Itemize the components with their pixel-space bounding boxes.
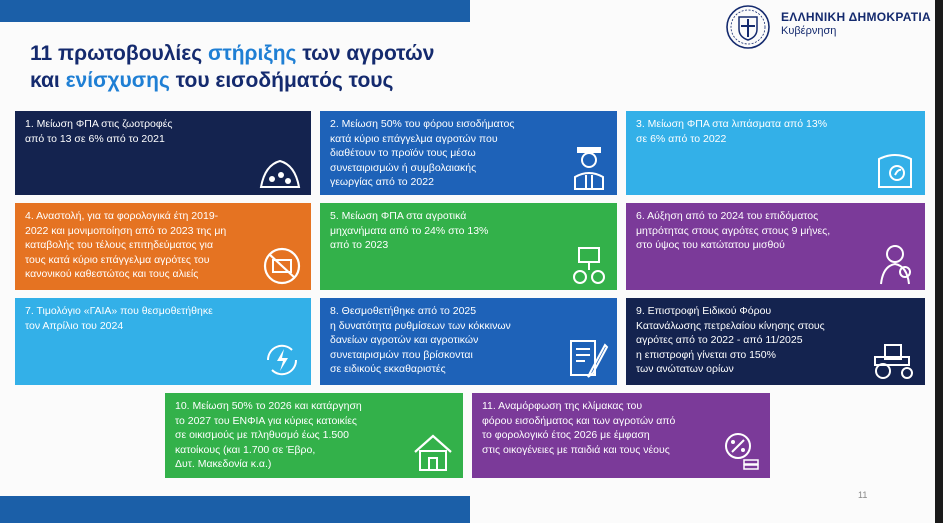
initiative-text-3: 3. Μείωση ΦΠΑ στα λιπάσματα από 13% σε 6% από το 2022 <box>636 118 828 145</box>
top-accent-bar <box>0 0 470 22</box>
title-highlight-1: στήριξης <box>207 42 297 65</box>
initiative-card-6 <box>626 203 925 290</box>
tractor-icon <box>871 341 917 381</box>
initiative-card-2 <box>320 111 617 195</box>
machinery-icon <box>569 244 609 286</box>
document-sign-icon <box>567 337 609 381</box>
initiative-text-9: 9. Επιστροφή Ειδικού Φόρου Κατανάλωσης πετρελαίου κίνησης στους αγρότες από το 2022 - από 11/2025 η επιστροφή γίνεται στο 150% των ανώτατων ορίων <box>636 305 825 375</box>
initiative-card-8 <box>320 298 617 385</box>
mother-icon <box>877 242 917 286</box>
initiative-text-5: 5. Μείωση ΦΠΑ στα αγροτικά μηχανήματα από το 24% στο 13% από το 2023 <box>330 210 489 251</box>
initiative-card-3 <box>626 111 925 195</box>
title-part-2: των αγροτών <box>296 42 435 65</box>
screen-edge <box>935 0 943 523</box>
initiative-text-8: 8. Θεσμοθετήθηκε από το 2025 η δυνατότητα ρυθμίσεων των κόκκινων δανείων αγροτών και αγροτικών συνεταιρισμών που βρίσκονται σε ειδικούς εκκαθαριστές <box>330 305 511 375</box>
house-icon <box>411 432 455 474</box>
tax-percent-icon <box>720 430 762 474</box>
initiative-text-11: 11. Αναμόρφωση της κλίμακας του φόρου εισοδήματος και των αγροτών από το φορολογικό έτος 2026 με έμφαση στις οικογένειες με παιδιά και τους νέους <box>482 400 676 456</box>
initiative-card-7 <box>15 298 311 385</box>
title-part-3: και <box>30 69 66 92</box>
government-name: ΕΛΛΗΝΙΚΗ ΔΗΜΟΚΡΑΤΙΑ <box>781 10 931 24</box>
initiative-text-10: 10. Μείωση 50% το 2026 και κατάργηση το 2027 του ΕΝΦΙΑ για κύριες κατοικίες σε οικισμούς με πληθυσμό έως 1.500 κατοίκους (και 1.700 σε Έβρο, Δυτ. Μακεδονία κ.α.) <box>175 400 362 470</box>
fertilizer-bag-icon <box>873 149 917 191</box>
energy-icon <box>261 339 303 381</box>
page-number: 11 <box>858 490 868 500</box>
animal-feed-icon <box>257 153 303 191</box>
greek-emblem-icon <box>725 4 771 50</box>
initiative-text-1: 1. Μείωση ΦΠΑ στις ζωοτροφές από το 13 σε 6% από το 2021 <box>25 118 173 145</box>
farmer-icon <box>569 145 609 191</box>
initiative-text-6: 6. Αύξηση από το 2024 του επιδόματος μητρότητας στους αγρότες στους 9 μήνες, στο ύψος του κατώτατου μισθού <box>636 210 831 251</box>
bottom-accent-bar <box>0 496 470 523</box>
initiative-card-11 <box>472 393 770 478</box>
slide-title <box>30 40 510 94</box>
initiative-text-2: 2. Μείωση 50% του φόρου εισοδήματος κατά κύριο επάγγελμα αγροτών που διαθέτουν το προϊόν τους μέσω συνεταιρισμών ή συμβολαιακής γεωργίας από το 2022 <box>330 118 515 188</box>
initiative-text-4: 4. Αναστολή, για τα φορολογικά έτη 2019- 2022 και μονιμοποίηση από το 2023 της μη καταβολής του τέλους επιτηδεύματος για τους κατά κύριο επάγγελμα αγρότες του κανονικού καθεστώτος και τους αλιείς <box>25 210 227 280</box>
initiative-card-10 <box>165 393 463 478</box>
initiative-card-1 <box>15 111 311 195</box>
initiative-card-5 <box>320 203 617 290</box>
initiative-card-9 <box>626 298 925 385</box>
government-subtitle: Κυβέρνηση <box>781 25 837 37</box>
title-part-4: του εισοδήματός τους <box>169 69 394 92</box>
title-part-1: 11 πρωτοβουλίες <box>30 42 208 65</box>
title-highlight-2: ενίσχυσης <box>65 69 170 92</box>
initiative-text-7: 7. Τιμολόγιο «ΓΑΙΑ» που θεσμοθετήθηκε τον Απρίλιο του 2024 <box>25 305 213 332</box>
no-fee-icon <box>261 246 303 286</box>
initiative-card-4 <box>15 203 311 290</box>
